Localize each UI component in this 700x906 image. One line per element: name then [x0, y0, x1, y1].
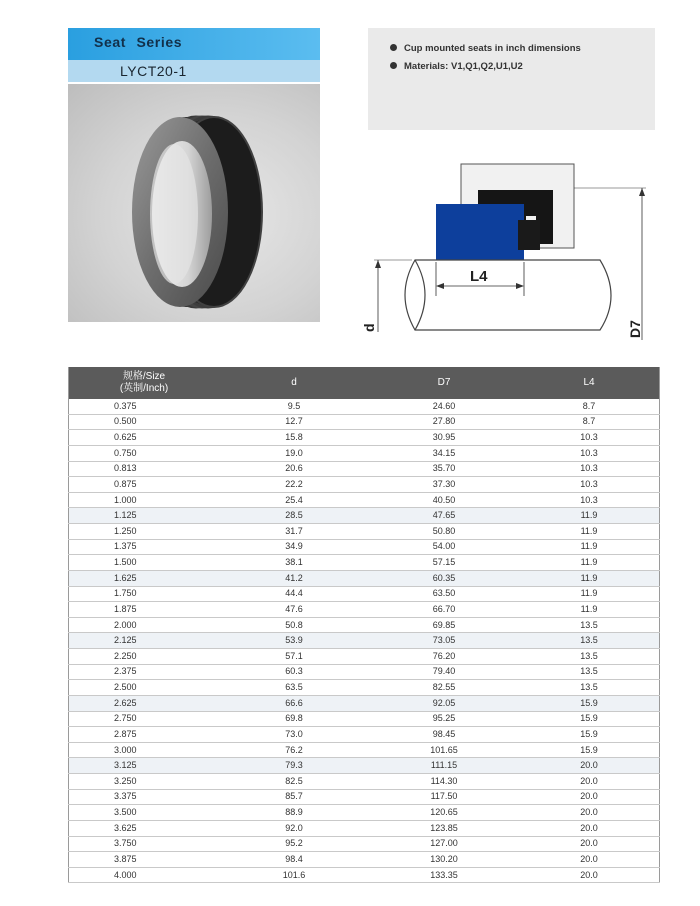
cell-size-text: 3.875 — [114, 853, 137, 864]
cell-size-text: 1.000 — [114, 494, 137, 505]
cell-d7: 92.05 — [369, 695, 519, 711]
cell-d7: 40.50 — [369, 492, 519, 508]
cell-l4: 13.5 — [519, 664, 660, 680]
cell-size — [69, 586, 220, 602]
cell-l4: 13.5 — [519, 617, 660, 633]
series-title: Seat Series — [94, 34, 183, 50]
cell-d7: 54.00 — [369, 539, 519, 555]
cell-size-text: 1.875 — [114, 603, 137, 614]
cell-size-text: 1.250 — [114, 525, 137, 536]
dimension-diagram — [360, 150, 660, 350]
cell-size — [69, 430, 220, 446]
table-row — [69, 711, 660, 727]
cell-d7: 69.85 — [369, 617, 519, 633]
table-row — [69, 445, 660, 461]
cell-l4: 20.0 — [519, 836, 660, 852]
cell-l4: 15.9 — [519, 695, 660, 711]
cell-d7: 117.50 — [369, 789, 519, 805]
table-row — [69, 695, 660, 711]
table-row — [69, 602, 660, 618]
cell-d: 85.7 — [219, 789, 369, 805]
cell-l4: 10.3 — [519, 445, 660, 461]
cell-l4: 20.0 — [519, 805, 660, 821]
table-row — [69, 570, 660, 586]
cell-size-text: 2.375 — [114, 666, 137, 677]
cell-d7: 57.15 — [369, 555, 519, 571]
cell-d7: 133.35 — [369, 867, 519, 883]
model-banner — [68, 60, 320, 82]
cell-d7: 63.50 — [369, 586, 519, 602]
l4-label: L4 — [470, 268, 488, 285]
cell-l4: 20.0 — [519, 774, 660, 790]
cell-d7: 34.15 — [369, 445, 519, 461]
table-row — [69, 867, 660, 883]
cell-size-text: 0.875 — [114, 478, 137, 489]
cell-d: 79.3 — [219, 758, 369, 774]
cell-d7: 66.70 — [369, 602, 519, 618]
cell-d: 15.8 — [219, 430, 369, 446]
cell-size-text: 1.750 — [114, 588, 137, 599]
cell-d: 47.6 — [219, 602, 369, 618]
cell-size — [69, 477, 220, 493]
cell-l4: 8.7 — [519, 399, 660, 414]
cell-l4: 10.3 — [519, 477, 660, 493]
cell-l4: 10.3 — [519, 430, 660, 446]
table-row — [69, 492, 660, 508]
cell-size-text: 1.625 — [114, 572, 137, 583]
cell-d7: 50.80 — [369, 524, 519, 540]
cell-d: 66.6 — [219, 695, 369, 711]
cell-size-text: 2.250 — [114, 650, 137, 661]
cell-l4: 20.0 — [519, 852, 660, 868]
cell-size — [69, 805, 220, 821]
table-row — [69, 617, 660, 633]
cell-size-text: 4.000 — [114, 869, 137, 880]
cell-size-text: 2.625 — [114, 697, 137, 708]
cell-l4: 13.5 — [519, 649, 660, 665]
cell-d: 57.1 — [219, 649, 369, 665]
cell-size-text: 3.375 — [114, 791, 137, 802]
cell-size-text: 3.250 — [114, 775, 137, 786]
cell-d: 98.4 — [219, 852, 369, 868]
table-row — [69, 649, 660, 665]
table-row — [69, 399, 660, 414]
cell-d7: 127.00 — [369, 836, 519, 852]
cell-size-text: 3.750 — [114, 838, 137, 849]
cell-d: 73.0 — [219, 727, 369, 743]
cell-size-text: 2.000 — [114, 619, 137, 630]
cell-size-text: 3.000 — [114, 744, 137, 755]
cell-d: 82.5 — [219, 774, 369, 790]
cell-size-text: 2.500 — [114, 682, 137, 693]
cell-d7: 79.40 — [369, 664, 519, 680]
cell-d: 69.8 — [219, 711, 369, 727]
dimension-table — [68, 367, 660, 883]
cell-d: 95.2 — [219, 836, 369, 852]
cell-l4: 11.9 — [519, 524, 660, 540]
cell-l4: 11.9 — [519, 586, 660, 602]
cell-d: 20.6 — [219, 461, 369, 477]
cell-size — [69, 695, 220, 711]
table-row — [69, 477, 660, 493]
cell-size-text: 2.875 — [114, 728, 137, 739]
cell-d: 31.7 — [219, 524, 369, 540]
cell-l4: 15.9 — [519, 742, 660, 758]
cell-size-text: 3.625 — [114, 822, 137, 833]
spec-box — [368, 28, 655, 130]
cell-l4: 8.7 — [519, 414, 660, 430]
cell-l4: 20.0 — [519, 867, 660, 883]
cell-d7: 130.20 — [369, 852, 519, 868]
cell-d: 41.2 — [219, 570, 369, 586]
table-row — [69, 758, 660, 774]
cell-size — [69, 524, 220, 540]
table-row — [69, 664, 660, 680]
bullet-icon — [390, 62, 397, 69]
cell-d: 9.5 — [219, 399, 369, 414]
cell-d7: 24.60 — [369, 399, 519, 414]
cell-size — [69, 649, 220, 665]
cell-size-text: 3.125 — [114, 760, 137, 771]
cell-d: 25.4 — [219, 492, 369, 508]
cell-size-text: 2.750 — [114, 713, 137, 724]
d7-label: D7 — [627, 320, 643, 338]
table-row — [69, 727, 660, 743]
cell-d: 50.8 — [219, 617, 369, 633]
cell-size — [69, 414, 220, 430]
cell-size — [69, 445, 220, 461]
cell-d7: 60.35 — [369, 570, 519, 586]
bullet-icon — [390, 44, 397, 51]
cell-l4: 15.9 — [519, 711, 660, 727]
d-label: d — [361, 323, 377, 332]
table-row — [69, 524, 660, 540]
header-l4: L4 — [519, 367, 660, 399]
table-row — [69, 555, 660, 571]
cell-l4: 11.9 — [519, 539, 660, 555]
series-banner — [68, 28, 320, 60]
cell-size — [69, 789, 220, 805]
cell-d7: 120.65 — [369, 805, 519, 821]
cell-size-text: 1.500 — [114, 557, 137, 568]
cell-d: 101.6 — [219, 867, 369, 883]
table-row — [69, 852, 660, 868]
cell-d: 60.3 — [219, 664, 369, 680]
seat-ring-image — [68, 84, 320, 322]
cell-size — [69, 492, 220, 508]
cell-d: 12.7 — [219, 414, 369, 430]
model-code: LYCT20-1 — [120, 63, 187, 79]
cell-d7: 47.65 — [369, 508, 519, 524]
table-row — [69, 805, 660, 821]
cell-size-text: 0.813 — [114, 463, 137, 474]
cell-l4: 11.9 — [519, 602, 660, 618]
cell-d: 28.5 — [219, 508, 369, 524]
cell-d: 22.2 — [219, 477, 369, 493]
cell-l4: 11.9 — [519, 555, 660, 571]
header-d: d — [219, 367, 369, 399]
product-photo — [68, 84, 320, 322]
cell-size — [69, 742, 220, 758]
cell-size — [69, 399, 220, 414]
table-row — [69, 508, 660, 524]
cell-size — [69, 570, 220, 586]
cell-size — [69, 508, 220, 524]
table-row — [69, 836, 660, 852]
cell-size-text: 3.500 — [114, 807, 137, 818]
cell-d: 63.5 — [219, 680, 369, 696]
cell-size — [69, 820, 220, 836]
cell-l4: 13.5 — [519, 633, 660, 649]
cell-l4: 11.9 — [519, 508, 660, 524]
cell-d: 76.2 — [219, 742, 369, 758]
table-row — [69, 539, 660, 555]
table-row — [69, 430, 660, 446]
cell-size — [69, 758, 220, 774]
cell-l4: 13.5 — [519, 680, 660, 696]
cell-d: 92.0 — [219, 820, 369, 836]
cell-d7: 37.30 — [369, 477, 519, 493]
cell-size — [69, 680, 220, 696]
cell-size-text: 0.625 — [114, 432, 137, 443]
cell-size — [69, 836, 220, 852]
cell-l4: 11.9 — [519, 570, 660, 586]
cell-size — [69, 711, 220, 727]
cell-size — [69, 539, 220, 555]
cell-d7: 101.65 — [369, 742, 519, 758]
table-header-row — [69, 367, 660, 399]
table-row — [69, 414, 660, 430]
cell-d: 19.0 — [219, 445, 369, 461]
table-row — [69, 633, 660, 649]
cell-l4: 20.0 — [519, 758, 660, 774]
cell-size — [69, 617, 220, 633]
table-row — [69, 586, 660, 602]
cell-d7: 82.55 — [369, 680, 519, 696]
cell-size-text: 0.750 — [114, 447, 137, 458]
cell-d7: 76.20 — [369, 649, 519, 665]
spec-item: Materials: V1,Q1,Q2,U1,U2 — [390, 61, 523, 72]
cell-size — [69, 555, 220, 571]
cell-d7: 27.80 — [369, 414, 519, 430]
cell-d7: 30.95 — [369, 430, 519, 446]
header-d7: D7 — [369, 367, 519, 399]
cell-d7: 111.15 — [369, 758, 519, 774]
table-row — [69, 774, 660, 790]
cell-size — [69, 664, 220, 680]
cell-size-text: 1.375 — [114, 541, 137, 552]
cell-l4: 20.0 — [519, 789, 660, 805]
header-size: 规格/Size (英制/Inch) — [69, 367, 220, 399]
cell-d7: 35.70 — [369, 461, 519, 477]
cell-d: 34.9 — [219, 539, 369, 555]
cell-size — [69, 461, 220, 477]
cell-d: 44.4 — [219, 586, 369, 602]
cell-size — [69, 852, 220, 868]
cell-size-text: 1.125 — [114, 510, 137, 521]
table-row — [69, 820, 660, 836]
cell-l4: 20.0 — [519, 820, 660, 836]
cell-d: 53.9 — [219, 633, 369, 649]
cell-size-text: 0.500 — [114, 416, 137, 427]
cell-size-text: 0.375 — [114, 400, 137, 411]
seat-shape — [436, 204, 524, 262]
cell-l4: 10.3 — [519, 492, 660, 508]
table-row — [69, 461, 660, 477]
cell-d7: 95.25 — [369, 711, 519, 727]
table-row — [69, 789, 660, 805]
cell-d7: 73.05 — [369, 633, 519, 649]
cell-size-text: 2.125 — [114, 635, 137, 646]
cell-d7: 123.85 — [369, 820, 519, 836]
cell-size — [69, 727, 220, 743]
cell-l4: 15.9 — [519, 727, 660, 743]
cell-d: 88.9 — [219, 805, 369, 821]
cell-d7: 98.45 — [369, 727, 519, 743]
spec-item: Cup mounted seats in inch dimensions — [390, 43, 581, 54]
cell-d7: 114.30 — [369, 774, 519, 790]
cell-size — [69, 867, 220, 883]
cell-d: 38.1 — [219, 555, 369, 571]
cell-size — [69, 774, 220, 790]
cell-size — [69, 602, 220, 618]
table-row — [69, 742, 660, 758]
table-body — [69, 399, 660, 883]
cell-l4: 10.3 — [519, 461, 660, 477]
cell-size — [69, 633, 220, 649]
table-row — [69, 680, 660, 696]
